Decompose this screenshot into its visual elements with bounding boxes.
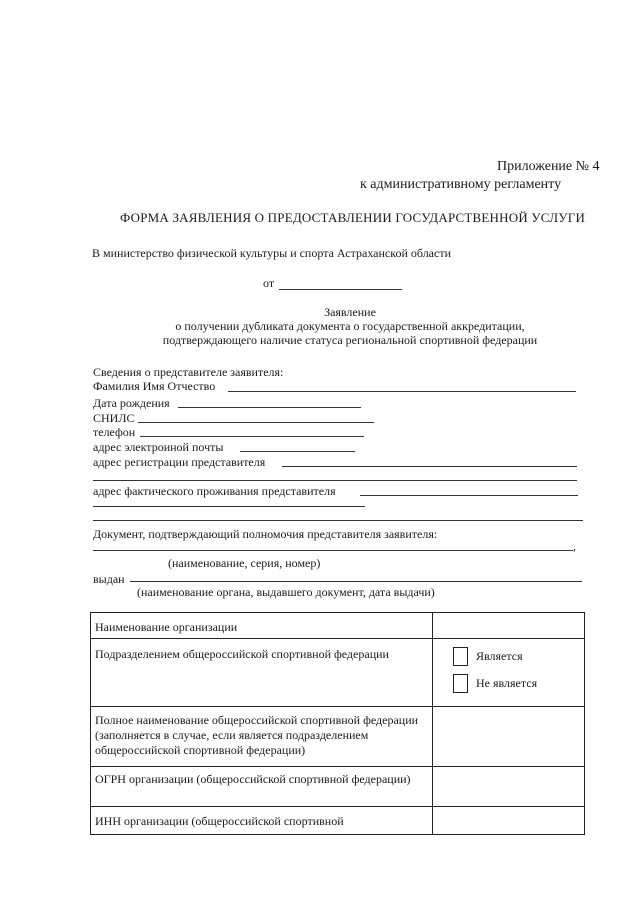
reg-address-label: адрес регистрации представителя <box>93 455 266 469</box>
inn-value[interactable] <box>433 807 585 835</box>
table-row <box>91 767 585 807</box>
doc-field[interactable] <box>93 550 573 551</box>
from-label: от <box>263 276 275 290</box>
option-yes[interactable] <box>453 643 584 670</box>
statement-line-2: подтверждающего наличие статуса региональной спортивной федерации <box>162 333 538 347</box>
reg-address-field-2[interactable] <box>93 480 577 481</box>
birth-field[interactable] <box>178 407 361 408</box>
actual-address-field-3[interactable] <box>93 520 583 521</box>
table-row <box>91 639 585 707</box>
option-no[interactable] <box>453 670 584 697</box>
phone-field[interactable] <box>140 436 364 437</box>
actual-address-field-2[interactable] <box>93 506 365 507</box>
option-no-label: Не является <box>476 676 538 690</box>
doc-comma: , <box>573 539 576 553</box>
ogrn-value[interactable] <box>433 767 585 807</box>
from-field[interactable] <box>279 289 402 290</box>
reg-address-field[interactable] <box>282 466 577 467</box>
statement-title: Заявление <box>324 305 376 319</box>
ogrn-label: ОГРН организации (общероссийской спортивной федерации) <box>91 767 433 807</box>
issued-label: выдан <box>93 572 125 586</box>
email-label: адрес электроиной почты <box>93 440 224 454</box>
snils-field[interactable] <box>138 422 374 423</box>
checkbox-no[interactable] <box>453 674 468 693</box>
appendix-number: Приложение № 4 <box>497 159 600 174</box>
table-row <box>91 613 585 639</box>
actual-address-label: адрес фактического проживания представителя <box>93 484 336 498</box>
full-name-label: Полное наименование общероссийской спортивной федерации (заполняется в случае, если является подразделением общероссийской спортивной федерации) <box>91 707 433 767</box>
email-field[interactable] <box>240 451 355 452</box>
issued-field[interactable] <box>130 581 582 582</box>
table-row <box>91 707 585 767</box>
snils-label: СНИЛС <box>93 411 135 425</box>
rep-heading: Сведения о представителе заявителя: <box>93 365 284 379</box>
subdivision-label: Подразделением общероссийской спортивной федерации <box>91 639 433 707</box>
fio-label: Фамилия Имя Отчество <box>93 379 216 393</box>
doc-heading: Документ, подтверждающий полномочия представителя заявителя: <box>93 527 438 541</box>
fio-field[interactable] <box>228 391 576 392</box>
appendix-to: к административному регламенту <box>360 177 562 192</box>
birth-label: Дата рождения <box>93 396 170 410</box>
actual-address-field[interactable] <box>360 495 578 496</box>
statement-line-1: о получении дубликата документа о государственной аккредитации, <box>175 319 525 333</box>
option-yes-label: Является <box>476 649 523 663</box>
organization-table <box>90 612 585 835</box>
subdivision-options <box>433 639 585 707</box>
addressee: В министерство физической культуры и спорта Астраханской области <box>92 246 451 260</box>
org-name-label: Наименование организации <box>91 613 433 639</box>
checkbox-yes[interactable] <box>453 647 468 666</box>
doc-hint-issuer: (наименование органа, выдавшего документ, дата выдачи) <box>137 585 435 599</box>
phone-label: телефон <box>93 425 136 439</box>
inn-label: ИНН организации (общероссийской спортивной <box>91 807 433 835</box>
org-name-value[interactable] <box>433 613 585 639</box>
form-title: ФОРМА ЗАЯВЛЕНИЯ О ПРЕДОСТАВЛЕНИИ ГОСУДАРСТВЕННОЙ УСЛУГИ <box>120 210 586 225</box>
doc-hint-name: (наименование, серия, номер) <box>168 556 321 570</box>
full-name-value[interactable] <box>433 707 585 767</box>
table-row <box>91 807 585 835</box>
